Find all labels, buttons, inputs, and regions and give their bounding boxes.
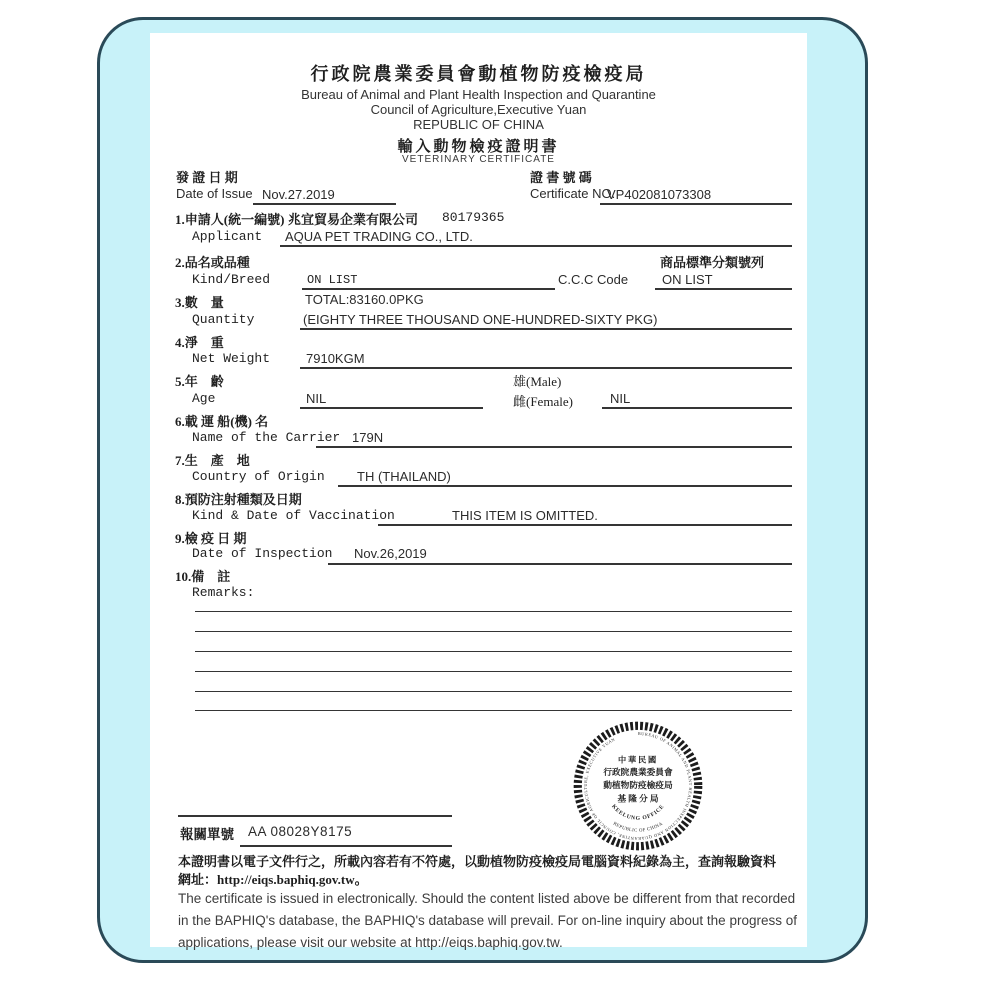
bureau-title-en: Bureau of Animal and Plant Health Inspection and Quarantine	[301, 87, 656, 102]
weight-label-zh: 4.淨 重	[175, 335, 224, 350]
carrier-value: 179N	[352, 430, 384, 445]
applicant-company-zh: 兆宜貿易企業有限公司	[288, 212, 419, 227]
bureau-title-zh: 行政院農業委員會動植物防疫檢疫局	[310, 64, 647, 84]
certificate-no-label-en: Certificate NO.	[530, 186, 616, 201]
footer-en-line2: in the BAPHIQ's database, the BAPHIQ's database will prevail. For on-line inquiry about the progress of	[178, 913, 797, 928]
weight-label-en: Net Weight	[192, 351, 271, 366]
seal-ring-text: BUREAU OF ANIMAL AND PLANT HEALTH INSPECTION AND QUARANTINE, COUNCIL OF AGRICULTURE, EXECUTIVE YUAN	[582, 730, 694, 842]
remarks-line	[195, 611, 792, 612]
quantity-total: TOTAL:83160.0PKG	[305, 292, 424, 307]
age-male-label: 雄(Male)	[513, 374, 562, 389]
applicant-uid: 80179365	[442, 210, 505, 225]
kind-underline	[302, 288, 555, 290]
ccc-underline	[655, 288, 792, 290]
seal-country-arc-text: REPUBLIC OF CHINA	[611, 821, 665, 834]
applicant-company-en: AQUA PET TRADING CO., LTD.	[285, 229, 473, 244]
remarks-line	[195, 691, 792, 692]
customs-top-line	[178, 815, 452, 817]
kind-value: ON LIST	[307, 273, 358, 287]
footer-en-line1: The certificate is issued in electronically. Should the content listed above be different from that recorded	[178, 891, 796, 906]
applicant-label-zh: 1.申請人(統一編號)	[175, 212, 285, 227]
vaccination-label-en: Kind & Date of Vaccination	[192, 508, 395, 523]
customs-label-zh: 報關單號	[180, 827, 234, 842]
applicant-label-en: Applicant	[192, 229, 263, 244]
certificate-no-label-zh: 證 書 號 碼	[530, 170, 592, 185]
carrier-underline	[316, 446, 792, 448]
origin-underline	[338, 485, 792, 487]
remarks-label-zh: 10.備 註	[175, 569, 231, 584]
inspection-label-zh: 9.檢 疫 日 期	[175, 531, 247, 546]
certificate-no-value: VP402081073308	[607, 187, 712, 202]
quantity-underline	[300, 328, 792, 330]
date-of-issue-label-en: Date of Issue	[176, 186, 253, 201]
weight-value: 7910KGM	[306, 351, 365, 366]
certificate-paper	[150, 33, 807, 950]
kind-label-zh: 2.品名或品種	[175, 255, 250, 270]
ccc-label-zh: 商品標準分類號列	[660, 255, 765, 270]
vaccination-label-zh: 8.預防注射種類及日期	[175, 492, 302, 507]
age-label-en: Age	[192, 391, 216, 406]
footer-zh-line2: 網址：http://eiqs.baphiq.gov.tw。	[178, 872, 368, 887]
age-underline	[300, 407, 483, 409]
remarks-line	[195, 710, 792, 711]
date-of-issue-value: Nov.27.2019	[262, 187, 335, 202]
country-line: REPUBLIC OF CHINA	[413, 117, 544, 132]
inspection-label-en: Date of Inspection	[192, 546, 333, 561]
seal-line-branch-zh: 基 隆 分 局	[617, 793, 659, 804]
customs-bottom-line	[240, 845, 452, 847]
certificate-no-underline	[600, 203, 792, 205]
certificate-title-zh: 輸入動物檢疫證明書	[397, 139, 560, 155]
weight-underline	[300, 367, 792, 369]
vaccination-value: THIS ITEM IS OMITTED.	[452, 508, 598, 523]
age-female-value: NIL	[610, 391, 631, 406]
age-value: NIL	[306, 391, 327, 406]
quantity-label-zh: 3.數 量	[175, 295, 224, 310]
ccc-value: ON LIST	[662, 272, 713, 287]
footer-zh-line1: 本證明書以電子文件行之，所載內容若有不符處，以動植物防疫檢疫局電腦資料紀錄為主，查詢報驗資料	[178, 854, 777, 869]
remarks-line	[195, 671, 792, 672]
origin-label-en: Country of Origin	[192, 469, 325, 484]
quantity-label-en: Quantity	[192, 312, 255, 327]
seal-line-council-zh: 行政院農業委員會	[603, 767, 673, 778]
age-label-zh: 5.年 齡	[175, 374, 224, 389]
vaccination-underline	[378, 524, 792, 526]
council-line: Council of Agriculture,Executive Yuan	[370, 102, 587, 117]
customs-value: AA 08028Y8175	[248, 824, 353, 839]
age-female-underline	[602, 407, 792, 409]
seal-line-country-zh: 中華民國	[617, 755, 659, 765]
kind-label-en: Kind/Breed	[192, 272, 271, 287]
origin-label-zh: 7.生 產 地	[175, 453, 250, 468]
official-seal-stamp	[565, 713, 711, 859]
carrier-label-zh: 6.載 運 船(機) 名	[175, 414, 269, 429]
remarks-line	[195, 651, 792, 652]
seal-line-bureau-zh: 動植物防疫檢疫局	[603, 779, 673, 790]
seal-office-arc-text: KEELUNG OFFICE	[610, 803, 666, 822]
ccc-label-en: C.C.C Code	[558, 272, 629, 287]
applicant-underline	[280, 245, 792, 247]
inspection-underline	[328, 563, 792, 565]
remarks-line	[195, 631, 792, 632]
origin-value: TH (THAILAND)	[357, 469, 451, 484]
quantity-words: (EIGHTY THREE THOUSAND ONE-HUNDRED-SIXTY PKG)	[303, 312, 658, 327]
certificate-title-en: VETERINARY CERTIFICATE	[402, 154, 555, 165]
date-of-issue-label-zh: 發 證 日 期	[176, 170, 238, 185]
remarks-label-en: Remarks:	[192, 585, 255, 600]
footer-en-line3: applications, please visit our website at http://eiqs.baphiq.gov.tw.	[178, 935, 563, 950]
carrier-label-en: Name of the Carrier	[192, 430, 341, 445]
inspection-value: Nov.26,2019	[354, 546, 427, 561]
age-female-label: 雌(Female)	[513, 394, 573, 409]
date-of-issue-underline	[253, 203, 396, 205]
